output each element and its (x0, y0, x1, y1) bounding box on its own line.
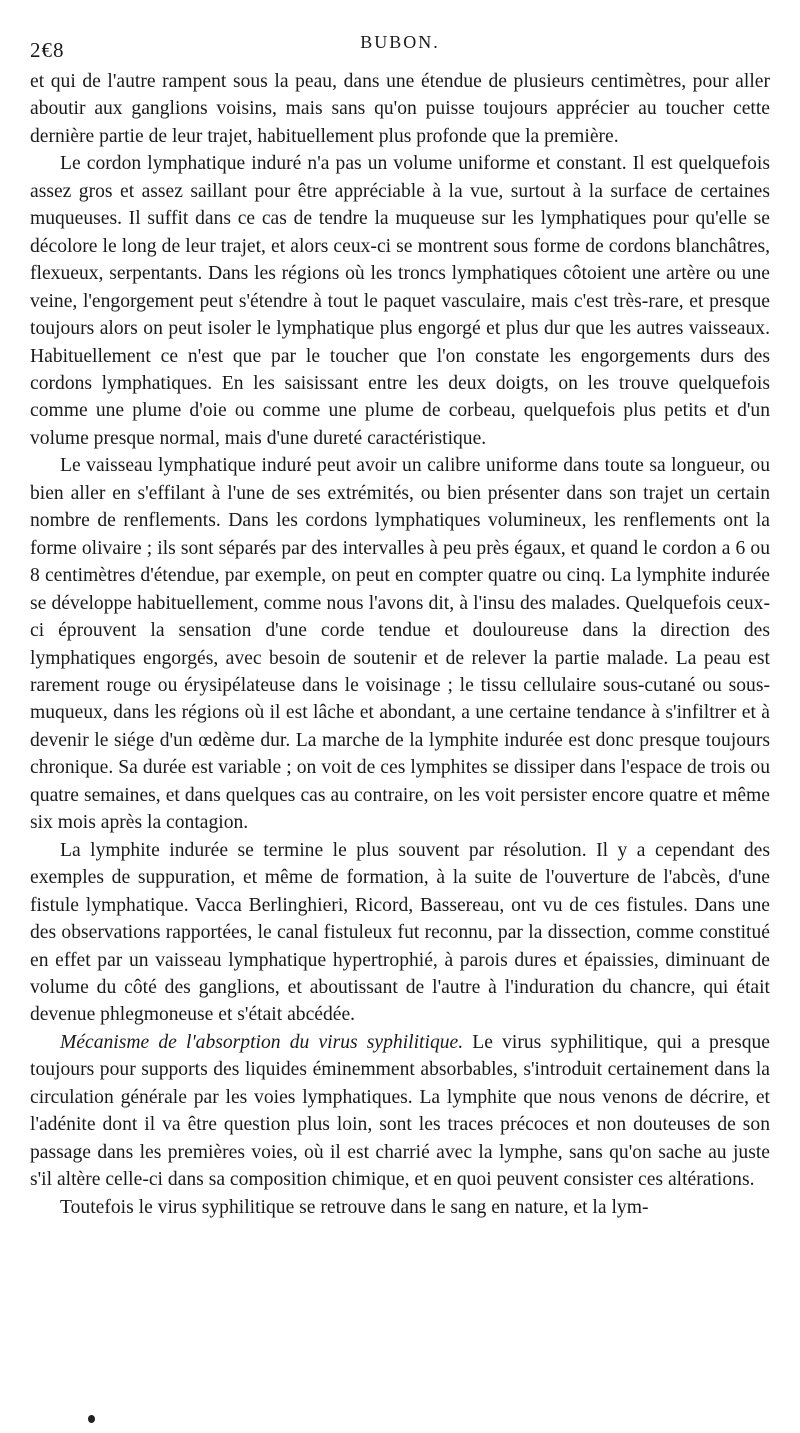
paragraph-text: et qui de l'autre rampent sous la peau, dans une étendue de plusieurs centimètres, pour aller aboutir aux ganglions voisins, mais sans qu'on puisse toujours apprécier au toucher cette dernière partie de leur trajet, habituellement plus profonde que la première. (30, 71, 770, 147)
paragraph-cordon (30, 150, 770, 452)
paragraph-terminaison (30, 837, 770, 1029)
paragraph-continuation (30, 68, 770, 150)
page-number: 2€8 (30, 38, 65, 62)
paragraph-text: Le cordon lymphatique induré n'a pas un volume uniforme et constant. Il est quelquefois assez gros et assez saillant pour être appréciable à la vue, surtout à la surface de certaines muqueuses. Il suffit dans ce cas de tendre la muqueuse sur les lymphatiques pour qu'elle se décolore le long de leur trajet, et alors ceux-ci se montrent sous forme de cordons blanchâtres, flexueux, serpentants. Dans les régions où les troncs lymphatiques côtoient une artère ou une veine, l'engorgement peut s'étendre à tout le paquet vasculaire, mais c'est très-rare, et presque toujours alors on peut isoler le lymphatique plus engorgé et plus dur que les autres vaisseaux. Habituellement ce n'est que par le toucher que l'on constate les engorgements durs des cordons lymphatiques. En les saisissant entre les deux doigts, on les trouve quelquefois comme une plume d'oie ou comme une plume de corbeau, quelquefois plus petits et d'un volume presque normal, mais d'une dureté caractéristique. (30, 153, 770, 449)
paragraph-toutefois (30, 1194, 770, 1221)
paragraph-vaisseau (30, 452, 770, 836)
ink-blot (88, 1415, 95, 1423)
section-heading: Mécanisme de l'absorption du virus syphilitique. (60, 1031, 464, 1053)
paragraph-text: Le vaisseau lymphatique induré peut avoir un calibre uniforme dans toute sa longueur, ou bien aller en s'effilant à l'une de ses extrémités, ou bien présenter dans son trajet un certain nombre de renflements. Dans les cordons lymphatiques volumineux, les renflements ont la forme olivaire ; ils sont séparés par des intervalles à peu près égaux, et quand le cordon a 6 ou 8 centimètres d'étendue, par exemple, on peut en compter quatre ou cinq. La lymphite indurée se développe habituellement, comme nous l'avons dit, à l'insu des malades. Quelquefois ceux-ci éprouvent la sensation d'une corde tendue et douloureuse dans la direction des lymphatiques engorgés, avec besoin de soutenir et de relever la partie malade. La peau est rarement rouge ou érysipélateuse dans le voisinage ; le tissu cellulaire sous-cutané ou sous-muqueux, dans les régions où il est lâche et abondant, a une certaine tendance à s'infiltrer et à devenir le siége d'un œdème dur. La marche de la lymphite indurée est donc presque toujours chronique. Sa durée est variable ; on voit de ces lymphites se dissiper dans l'espace de trois ou quatre semaines, et dans quelques cas au contraire, on les voit persister encore quatre et même six mois après la contagion. (30, 455, 770, 834)
paragraph-text: Toutefois le virus syphilitique se retrouve dans le sang en nature, et la lym- (60, 1196, 649, 1218)
paragraph-text: La lymphite indurée se termine le plus souvent par résolution. Il y a cependant des exemples de suppuration, et même de formation, à la suite de l'ouverture de l'abcès, d'une fistule lymphatique. Vacca Berlinghieri, Ricord, Bassereau, ont vu de ces fistules. Dans une des observations rapportées, le canal fistuleux fut reconnu, par la dissection, comme constitué en effet par un vaisseau lymphatique hypertrophié, à parois dures et épaissies, diminuant de volume du côté des ganglions, et aboutissant de l'autre à l'induration du chancre, qui était devenue phlegmoneuse et s'était abcédée. (30, 839, 770, 1026)
running-title: BUBON. (360, 32, 440, 52)
paragraph-mecanisme (30, 1029, 770, 1194)
body-text (30, 68, 770, 1221)
running-head (30, 28, 770, 68)
paragraph-text: Le virus syphilitique, qui a presque toujours pour supports des liquides éminemment absorbables, s'introduit certainement dans la circulation générale par les voies lymphatiques. La lymphite que nous venons de décrire, et l'adénite dont il va être question plus loin, sont les traces précoces et non douteuses de son passage dans les premières voies, où il est charrié avec la lymphe, sans qu'on sache au juste s'il altère celle-ci dans sa composition chimique, et en quoi peuvent consister ces altérations. (30, 1031, 770, 1191)
